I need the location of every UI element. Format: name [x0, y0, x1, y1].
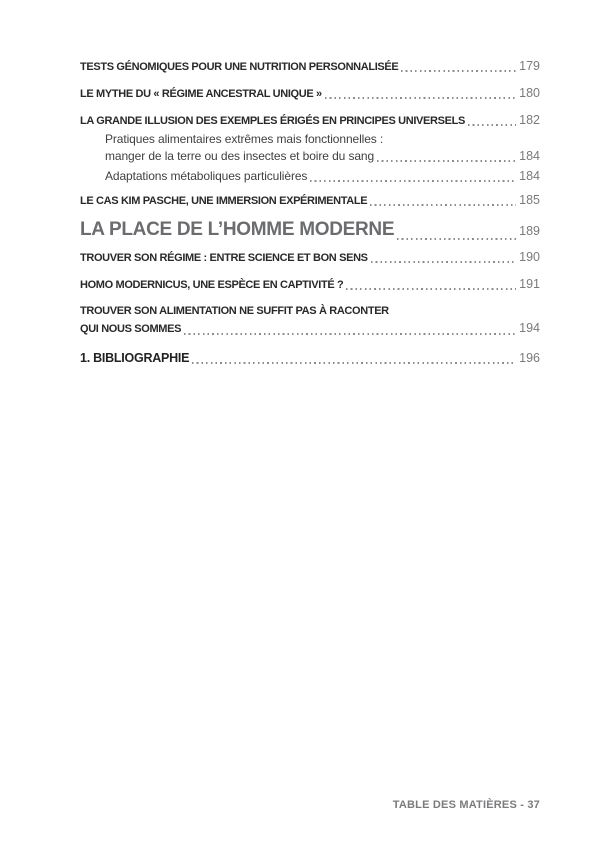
toc-entry-chapter	[80, 217, 540, 243]
toc-entry-page-number: 185	[519, 193, 540, 207]
toc-entry-item	[80, 192, 540, 209]
toc-entry-page-number: 182	[519, 113, 540, 127]
toc-entry-page-number: 194	[519, 321, 540, 335]
toc-entry-item	[80, 112, 540, 129]
dot-leader	[346, 288, 516, 290]
page-footer	[393, 799, 540, 811]
dot-leader	[377, 160, 516, 162]
toc-entry-line	[80, 303, 540, 320]
toc-entry-page-number: 190	[519, 250, 540, 264]
toc-entry-line	[105, 148, 540, 165]
toc-entry-line	[80, 249, 540, 266]
footer-label: TABLE DES MATIÈRES - 37	[392, 799, 540, 811]
toc-entry-title: Adaptations métaboliques particulières	[105, 169, 308, 183]
toc-entry-title: Pratiques alimentaires extrêmes mais fonctionnelles :	[105, 132, 384, 146]
toc-entry-page-number: 184	[519, 149, 540, 163]
toc-entry-page-number: 184	[519, 169, 540, 183]
toc-entry-title: QUI NOUS SOMMES	[80, 323, 182, 335]
toc-entry-line	[80, 192, 540, 209]
toc-entry-item	[80, 303, 540, 338]
dot-leader	[184, 333, 516, 335]
toc-entry-item	[80, 276, 540, 293]
toc-entry-title: TESTS GÉNOMIQUES POUR UNE NUTRITION PERSONNALISÉE	[80, 61, 399, 73]
toc-entry-item	[80, 85, 540, 102]
toc-entry-line	[80, 276, 540, 293]
toc-entry-line	[80, 85, 540, 102]
toc-entry-sub	[80, 131, 540, 165]
dot-leader	[371, 261, 516, 263]
toc-entry-sub	[80, 168, 540, 185]
toc-entry-line	[80, 58, 540, 75]
dot-leader	[370, 204, 516, 206]
toc-entry-page-number: 196	[519, 351, 540, 365]
toc-entry-page-number: 179	[519, 59, 540, 73]
toc-entry-title: LA GRANDE ILLUSION DES EXEMPLES ÉRIGÉS EN PRINCIPES UNIVERSELS	[80, 115, 465, 127]
toc-entry-line	[105, 131, 540, 148]
toc-entry-line	[80, 350, 540, 367]
toc-entry-item	[80, 249, 540, 266]
toc-entry-line	[80, 320, 540, 338]
toc-entry-line	[105, 168, 540, 185]
dot-leader	[401, 70, 516, 72]
toc-entry-title: LE MYTHE DU « RÉGIME ANCESTRAL UNIQUE »	[80, 88, 322, 100]
toc-entry-page-number: 191	[519, 277, 540, 291]
toc-entry-page-number: 189	[519, 224, 540, 238]
toc-entry-title: LE CAS KIM PASCHE, UNE IMMERSION EXPÉRIMENTALE	[80, 195, 368, 207]
table-of-contents	[0, 0, 600, 367]
toc-entry-title: LA PLACE DE L’HOMME MODERNE	[80, 219, 395, 240]
toc-entry-title: HOMO MODERNICUS, UNE ESPÈCE EN CAPTIVITÉ ?	[80, 279, 344, 291]
toc-entry-title: manger de la terre ou des insectes et boire du sang	[105, 149, 375, 163]
toc-entry-line	[80, 217, 540, 243]
dot-leader	[397, 238, 516, 240]
dot-leader	[310, 180, 516, 182]
toc-entry-biblio	[80, 350, 540, 367]
toc-entry-title: TROUVER SON RÉGIME : ENTRE SCIENCE ET BON SENS	[80, 252, 368, 264]
toc-entry-title: 1. BIBLIOGRAPHIE	[80, 351, 190, 365]
toc-entry-page-number: 180	[519, 86, 540, 100]
dot-leader	[325, 97, 516, 99]
toc-entry-line	[80, 112, 540, 129]
dot-leader	[468, 124, 516, 126]
toc-entry-title: TROUVER SON ALIMENTATION NE SUFFIT PAS À RACONTER	[80, 305, 389, 317]
dot-leader	[192, 362, 516, 364]
toc-entry-item	[80, 58, 540, 75]
